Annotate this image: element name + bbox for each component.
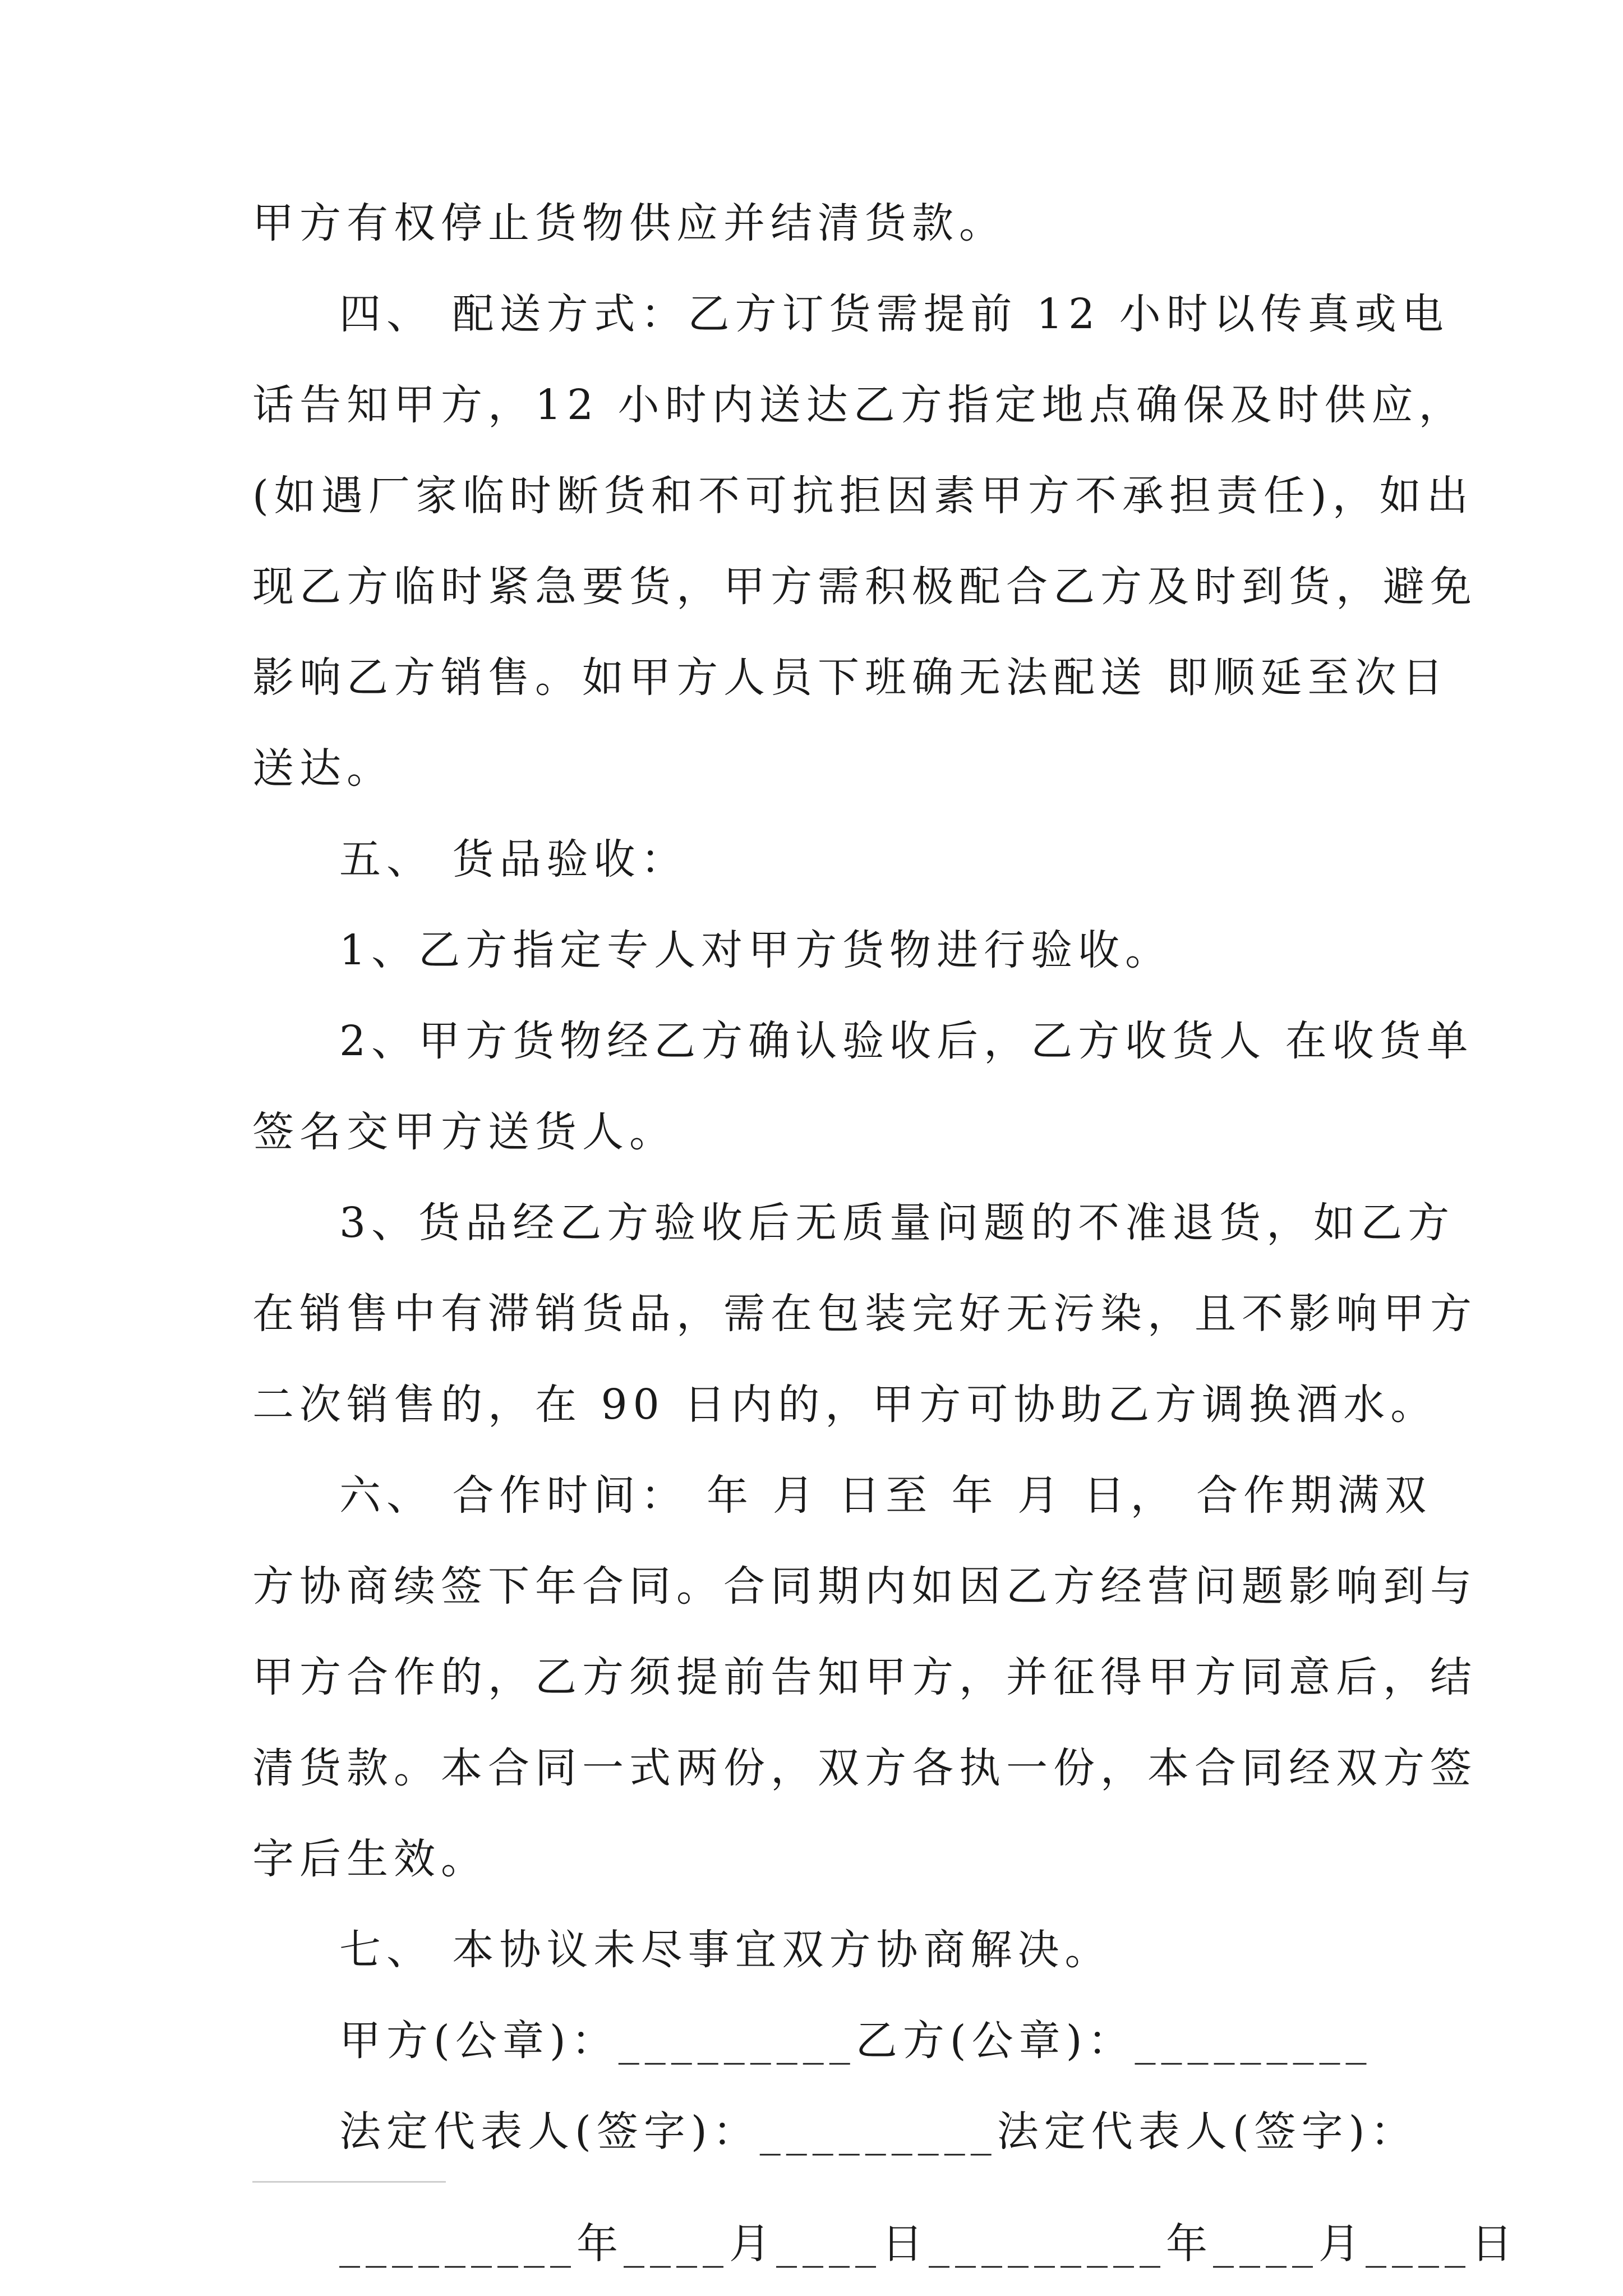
text-line: 1、乙方指定专人对甲方货物进行验收。 <box>339 926 1173 974</box>
signature-representatives: 法定代表人(签字)：_________法定代表人(签字)： <box>339 2108 1418 2156</box>
text-line: 甲方合作的，乙方须提前告知甲方，并征得甲方同意后，结 <box>252 1653 1477 1701</box>
signature-dates: _________年____月____日_________年____月____日 <box>339 2220 1518 2268</box>
text-line: 七、 本协议未尽事宜双方协商解决。 <box>339 1926 1112 1974</box>
text-line: 3、货品经乙方验收后无质量问题的不准退货，如乙方 <box>339 1199 1455 1247</box>
text-line: 二次销售的，在 90 日内的，甲方可协助乙方调换酒水。 <box>252 1381 1438 1429</box>
text-line: (如遇厂家临时断货和不可抗拒因素甲方不承担责任)，如出 <box>252 472 1474 520</box>
text-line: 方协商续签下年合同。合同期内如因乙方经营问题影响到与 <box>252 1562 1477 1611</box>
text-line: 甲方有权停止货物供应并结清货款。 <box>252 199 1006 247</box>
text-line: 清货款。本合同一式两份，双方各执一份，本合同经双方签 <box>252 1744 1477 1792</box>
text-line: 签名交甲方送货人。 <box>252 1108 676 1156</box>
text-line: 四、 配送方式：乙方订货需提前 12 小时以传真或电 <box>339 290 1449 338</box>
text-line: 字后生效。 <box>252 1835 488 1883</box>
section-heading: 五、 货品验收： <box>339 835 688 884</box>
text-line: 现乙方临时紧急要货，甲方需积极配合乙方及时到货，避免 <box>252 563 1477 611</box>
text-line: 送达。 <box>252 744 394 793</box>
divider <box>252 2181 446 2183</box>
text-line: 2、甲方货物经乙方确认验收后，乙方收货人 在收货单 <box>339 1017 1474 1065</box>
text-line: 影响乙方销售。如甲方人员下班确无法配送 即顺延至次日 <box>252 654 1449 702</box>
text-line: 话告知甲方，12 小时内送达乙方指定地点确保及时供应， <box>252 381 1466 429</box>
signature-party-seals: 甲方(公章)：_________乙方(公章)：_________ <box>339 2017 1372 2065</box>
text-line: 在销售中有滞销货品，需在包装完好无污染，且不影响甲方 <box>252 1290 1477 1338</box>
text-line: 六、 合作时间： 年 月 日至 年 月 日， 合作期满双 <box>339 1471 1432 1520</box>
